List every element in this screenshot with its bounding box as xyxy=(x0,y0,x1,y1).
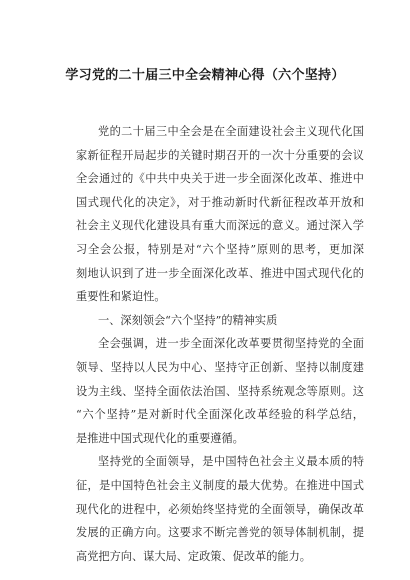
paragraph-line: 全会强调，进一步全面深化改革要贯彻坚持党的全面 xyxy=(98,337,364,351)
paragraph-line: 重要性和紧迫性。 xyxy=(76,290,166,304)
section-heading: 一、深刻领会“六个坚持”的精神实质 xyxy=(98,313,278,327)
paragraph-line: 家新征程开局起步的关键时期召开的一次十分重要的会议 xyxy=(76,148,364,162)
paragraph-line: 高党把方向、谋大局、定政策、促改革的能力。 xyxy=(76,549,311,563)
paragraph-line: 坚持党的全面领导，是中国特色社会主义最本质的特 xyxy=(98,455,364,469)
paragraph-line: 现代化的进程中，必须始终坚持党的全面领导，确保改革 xyxy=(76,502,364,516)
paragraph-line: 全会通过的《中共中央关于进一步全面深化改革、推进中 xyxy=(76,172,364,186)
paragraph-line: 国式现代化的决定》，对于推动新时代新征程改革开放和 xyxy=(76,195,364,209)
paragraph-line: 刻地认识到了进一步全面深化改革、推进中国式现代化的 xyxy=(76,266,364,280)
paragraph-line: 习全会公报，特别是对“六个坚持”原则的思考，更加深 xyxy=(76,242,364,256)
paragraph-line: 发展的正确方向。这要求不断完善党的领导体制机制，提 xyxy=(76,526,364,540)
paragraph-line: 设为主线、坚持全面依法治国、坚持系统观念等原则。这 xyxy=(76,384,364,398)
document-title: 学习党的二十届三中全会精神心得（六个坚持） xyxy=(65,68,345,83)
paragraph-line: 是推进中国式现代化的重要遵循。 xyxy=(76,431,244,445)
paragraph-line: 党的二十届三中全会是在全面建设社会主义现代化国 xyxy=(98,125,364,138)
paragraph-line: 社会主义现代化建设具有重大而深远的意义。通过深入学 xyxy=(76,219,364,233)
paragraph-line: 领导、坚持以人民为中心、坚持守正创新、坚持以制度建 xyxy=(76,360,364,374)
paragraph-line: “六个坚持”是对新时代全面深化改革经验的科学总结， xyxy=(76,408,364,422)
paragraph-line: 征，是中国特色社会主义制度的最大优势。在推进中国式 xyxy=(76,478,364,492)
document-body xyxy=(76,120,364,568)
